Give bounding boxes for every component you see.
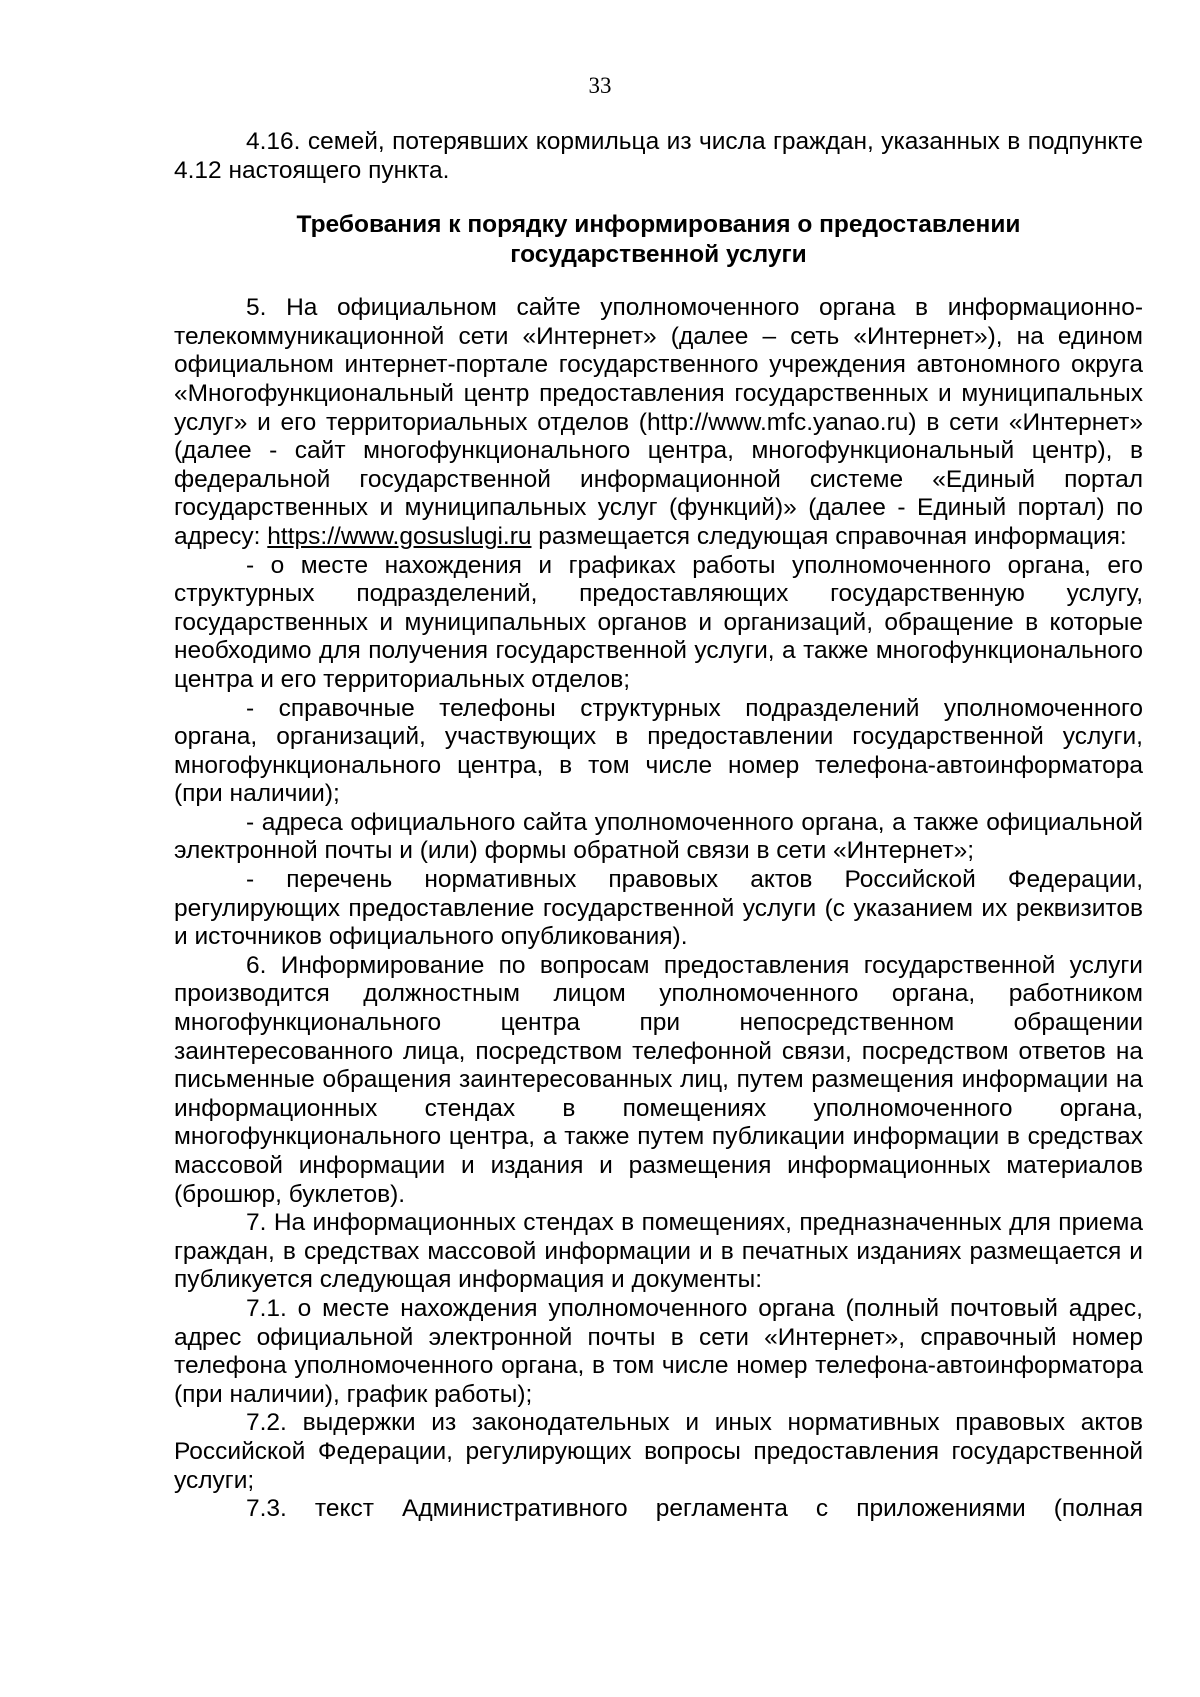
- item-4-16: 4.16. семей, потерявших кормильца из числа граждан, указанных в подпункте 4.12 настоящего пункта.: [174, 128, 1143, 184]
- paragraph-5: [174, 294, 1143, 551]
- paragraph-7-3: 7.3. текст Административного регламента с приложениями (полная: [246, 1495, 1143, 1523]
- paragraph-5-tail: размещается следующая справочная информация:: [531, 522, 1127, 550]
- paragraph-7: 7. На информационных стендах в помещениях, предназначенных для приема граждан, в средствах массовой информации и в печатных изданиях размещается и публикуется следующая информация и документы:: [174, 1209, 1143, 1294]
- paragraph-7-2: 7.2. выдержки из законодательных и иных нормативных правовых актов Российской Федерации, регулирующих вопросы предоставления государственной услуги;: [174, 1409, 1143, 1494]
- section-heading: Требования к порядку информирования о предоставлении государственной услуги: [296, 211, 1021, 269]
- document-body: [174, 128, 1143, 1524]
- bullet-website-email: - адреса официального сайта уполномоченного органа, а также официальной электронной почты и (или) формы обратной связи в сети «Интернет»;: [174, 808, 1143, 865]
- bullet-location-schedule: - о месте нахождения и графиках работы уполномоченного органа, его структурных подразделений, предоставляющих государственную услугу, государственных и муниципальных органов и организаций, обращение в которые необходимо для получения государственной услуги, а также многофункционального центра и его территориальных отделов;: [174, 551, 1143, 693]
- bullet-phones: - справочные телефоны структурных подразделений уполномоченного органа, организаций, участвующих в предоставлении государственной услуги, многофункционального центра, в том числе номер телефона-автоинформатора (при наличии);: [174, 694, 1143, 808]
- paragraph-6: 6. Информирование по вопросам предоставления государственной услуги производится должностным лицом уполномоченного органа, работником многофункционального центра при непосредственном обращении заинтересованного лица, посредством телефонной связи, посредством ответов на письменные обращения заинтересованных лиц, путем размещения информации на информационных стендах в помещениях уполномоченного органа, многофункционального центра, а также путем публикации информации в средствах массовой информации и издания и размещения информационных материалов (брошюр, буклетов).: [174, 951, 1143, 1208]
- page-number: 33: [588, 73, 612, 98]
- gosuslugi-link[interactable]: https://www.gosuslugi.ru: [267, 522, 532, 550]
- paragraph-5-text: 5. На официальном сайте уполномоченного органа в информационно-телекоммуникационной сети «Интернет» (далее – сеть «Интернет»), на едином официальном интернет-портале государственного учреждения автономного округа «Многофункциональный центр предоставления государственных и муниципальных услуг» и его территориальных отделов (http://www.mfc.yanao.ru) в сети «Интернет» (далее - сайт многофункционального центра, многофункциональный центр), в федеральной государственной информационной системе «Единый портал государственных и муниципальных услуг (функций)» (далее - Единый портал) по адресу:: [174, 294, 1143, 550]
- bullet-legal-acts: - перечень нормативных правовых актов Российской Федерации, регулирующих предоставление государственной услуги (с указанием их реквизитов и источников официального опубликования).: [174, 866, 1143, 951]
- paragraph-7-1: 7.1. о месте нахождения уполномоченного органа (полный почтовый адрес, адрес официальной электронной почты в сети «Интернет», справочный номер телефона уполномоченного органа, в том числе номер телефона-автоинформатора (при наличии), график работы);: [174, 1294, 1143, 1408]
